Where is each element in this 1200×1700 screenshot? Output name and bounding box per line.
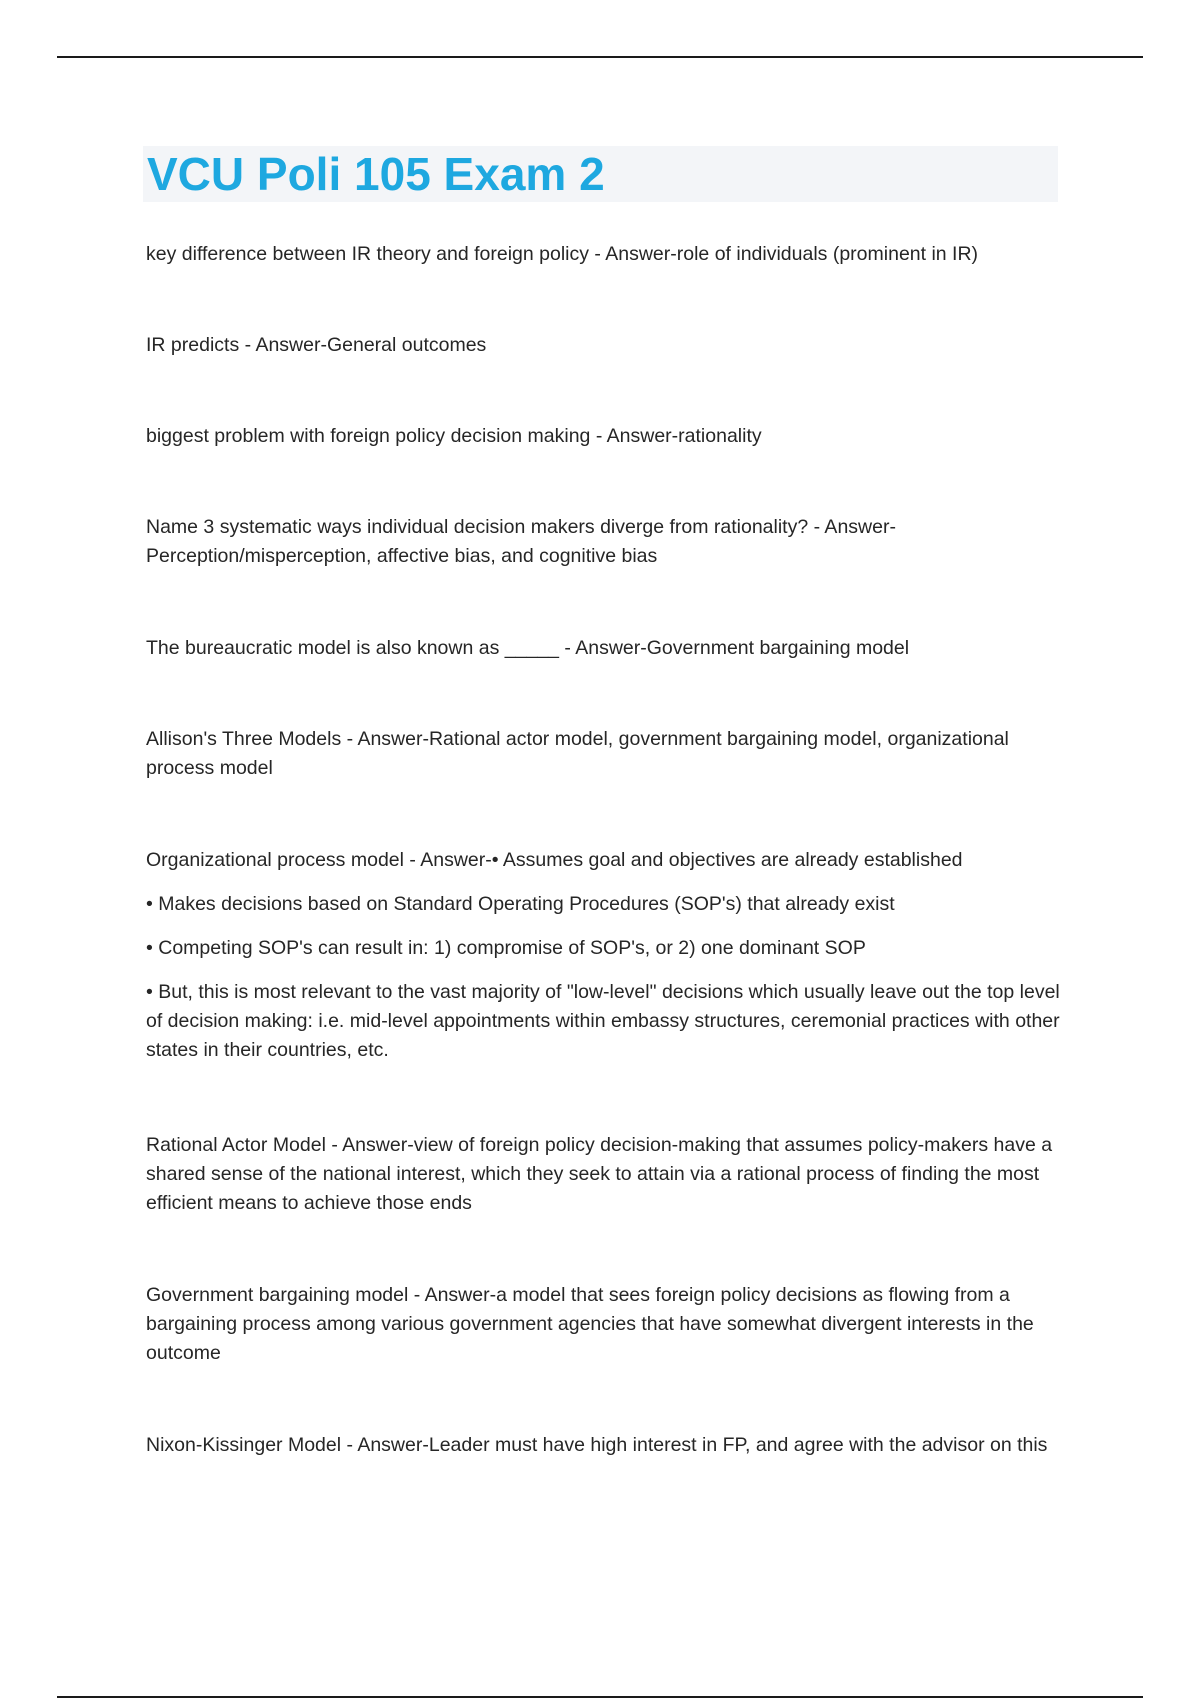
- qa-item: [146, 422, 762, 451]
- qa-text: Allison's Three Models - Answer-Rational actor model, government bargaining model, organizational process model: [146, 728, 1009, 779]
- qa-item: [146, 634, 909, 663]
- qa-item: [146, 846, 1061, 1065]
- qa-item: [146, 1431, 1047, 1460]
- qa-text: IR predicts - Answer-General outcomes: [146, 334, 487, 356]
- title-banner: [143, 146, 1058, 202]
- bullet-point: • Makes decisions based on Standard Operating Procedures (SOP's) that already exist: [146, 893, 895, 915]
- qa-item: [146, 240, 978, 269]
- qa-text: Government bargaining model - Answer-a model that sees foreign policy decisions as flowing from a bargaining process among various government agencies that have somewhat divergent interests in the outcome: [146, 1284, 1034, 1364]
- qa-item: [146, 1281, 1061, 1368]
- qa-text: biggest problem with foreign policy decision making - Answer-rationality: [146, 425, 762, 447]
- qa-item: [146, 513, 1061, 571]
- qa-text: Nixon-Kissinger Model - Answer-Leader must have high interest in FP, and agree with the advisor on this: [146, 1434, 1048, 1456]
- bullet-point: • But, this is most relevant to the vast majority of "low-level" decisions which usually leave out the top level of decision making: i.e. mid-level appointments within embassy structures, ceremonial practices with other states in their countries, etc.: [146, 981, 1060, 1061]
- bullet-point: • Competing SOP's can result in: 1) compromise of SOP's, or 2) one dominant SOP: [146, 937, 866, 959]
- document-title: VCU Poli 105 Exam 2: [147, 148, 605, 200]
- qa-text: Name 3 systematic ways individual decision makers diverge from rationality? - Answer-Perception/misperception, affective bias, and cognitive bias: [146, 516, 896, 567]
- qa-text: Organizational process model - Answer-• Assumes goal and objectives are already established: [146, 849, 963, 871]
- qa-item: [146, 331, 486, 360]
- top-rule: [57, 56, 1143, 58]
- qa-text: Rational Actor Model - Answer-view of foreign policy decision-making that assumes policy-makers have a shared sense of the national interest, which they seek to attain via a rational process of finding the most efficient means to achieve those ends: [146, 1134, 1053, 1214]
- qa-text: key difference between IR theory and foreign policy - Answer-role of individuals (prominent in IR): [146, 243, 979, 265]
- qa-item: [146, 725, 1061, 783]
- bottom-rule: [57, 1696, 1143, 1698]
- qa-text: The bureaucratic model is also known as _____ - Answer-Government bargaining model: [146, 637, 910, 659]
- qa-item: [146, 1131, 1061, 1218]
